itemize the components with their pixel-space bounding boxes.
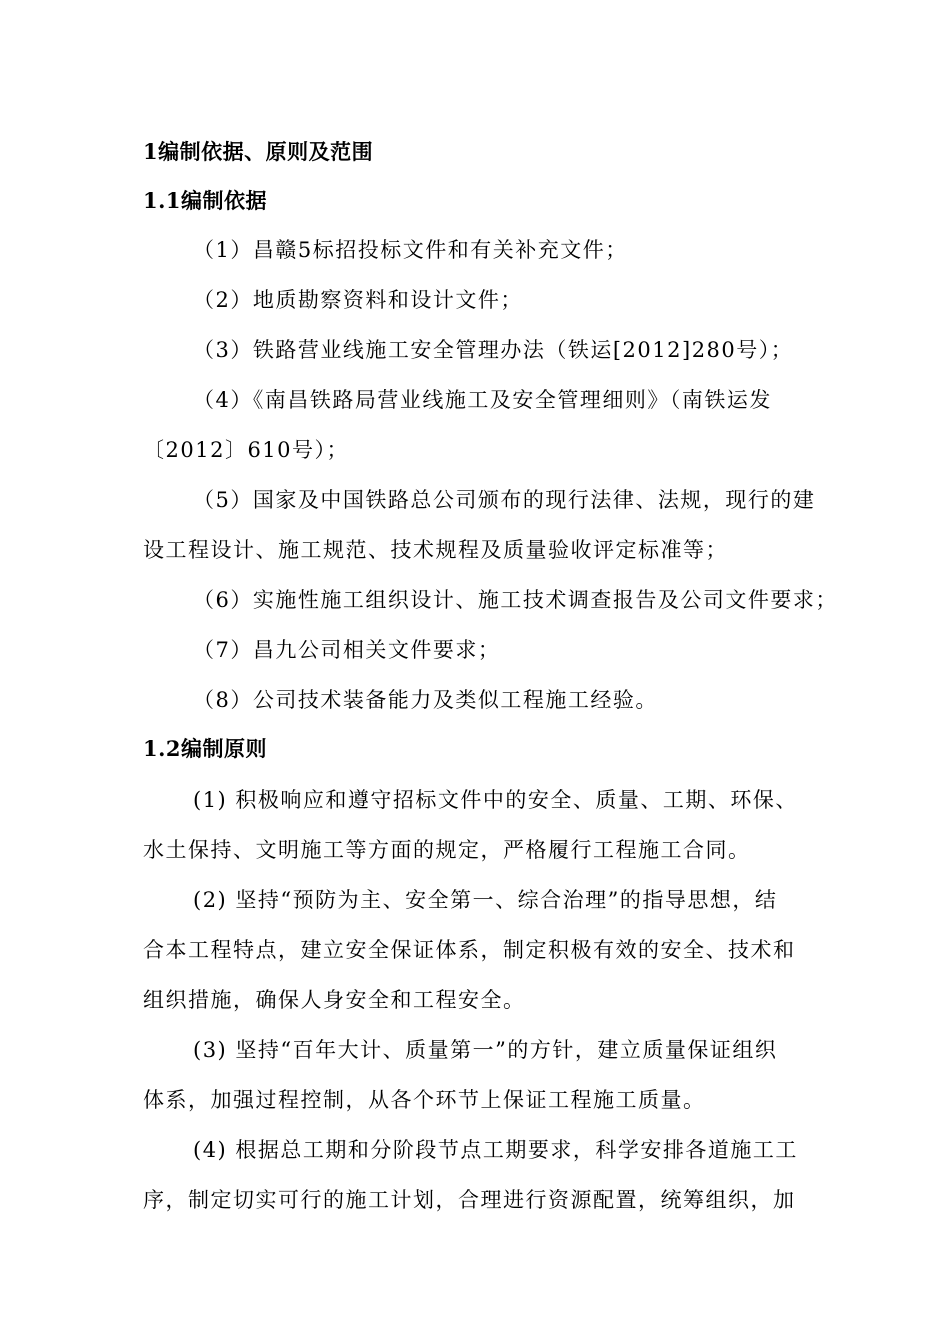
principle-item-3-continued: 体系，加强过程控制，从各个环节上保证工程施工质量。 <box>143 1088 706 1112</box>
section-heading-1-2: 1.2编制原则 <box>143 736 268 761</box>
principle-item-2-continued: 合本工程特点，建立安全保证体系，制定积极有效的安全、技术和 <box>143 938 796 962</box>
principle-item-3: (3) 坚持“百年大计、质量第一”的方针，建立质量保证组织 <box>193 1038 778 1062</box>
basis-item-1: （1）昌赣5标招投标文件和有关补充文件； <box>193 238 628 262</box>
principle-item-4: (4) 根据总工期和分阶段节点工期要求，科学安排各道施工工 <box>193 1138 798 1162</box>
basis-item-4-continued: 〔2012〕610号）； <box>143 438 350 462</box>
principle-item-4-continued: 序，制定切实可行的施工计划，合理进行资源配置，统筹组织，加 <box>143 1188 796 1212</box>
principle-item-1-continued: 水土保持、文明施工等方面的规定，严格履行工程施工合同。 <box>143 838 751 862</box>
principle-item-1: (1) 积极响应和遵守招标文件中的安全、质量、工期、环保、 <box>193 788 798 812</box>
basis-item-5: （5）国家及中国铁路总公司颁布的现行法律、法规，现行的建 <box>193 488 816 512</box>
basis-item-6: （6）实施性施工组织设计、施工技术调查报告及公司文件要求； <box>193 588 838 612</box>
section-heading-1-1: 1.1编制依据 <box>143 188 268 213</box>
basis-item-2: （2）地质勘察资料和设计文件； <box>193 288 523 312</box>
basis-item-3: （3）铁路营业线施工安全管理办法（铁运[2012]280号）； <box>193 338 794 362</box>
basis-item-7: （7）昌九公司相关文件要求； <box>193 638 501 662</box>
basis-item-8: （8）公司技术装备能力及类似工程施工经验。 <box>193 688 658 712</box>
section-heading-1: 1编制依据、原则及范围 <box>143 139 374 164</box>
basis-item-5-continued: 设工程设计、施工规范、技术规程及质量验收评定标准等； <box>143 538 728 562</box>
basis-item-4: （4）《南昌铁路局营业线施工及安全管理细则》（南铁运发 <box>193 388 772 412</box>
principle-item-2-continued-2: 组织措施，确保人身安全和工程安全。 <box>143 988 526 1012</box>
principle-item-2: (2) 坚持“预防为主、安全第一、综合治理”的指导思想，结 <box>193 888 778 912</box>
